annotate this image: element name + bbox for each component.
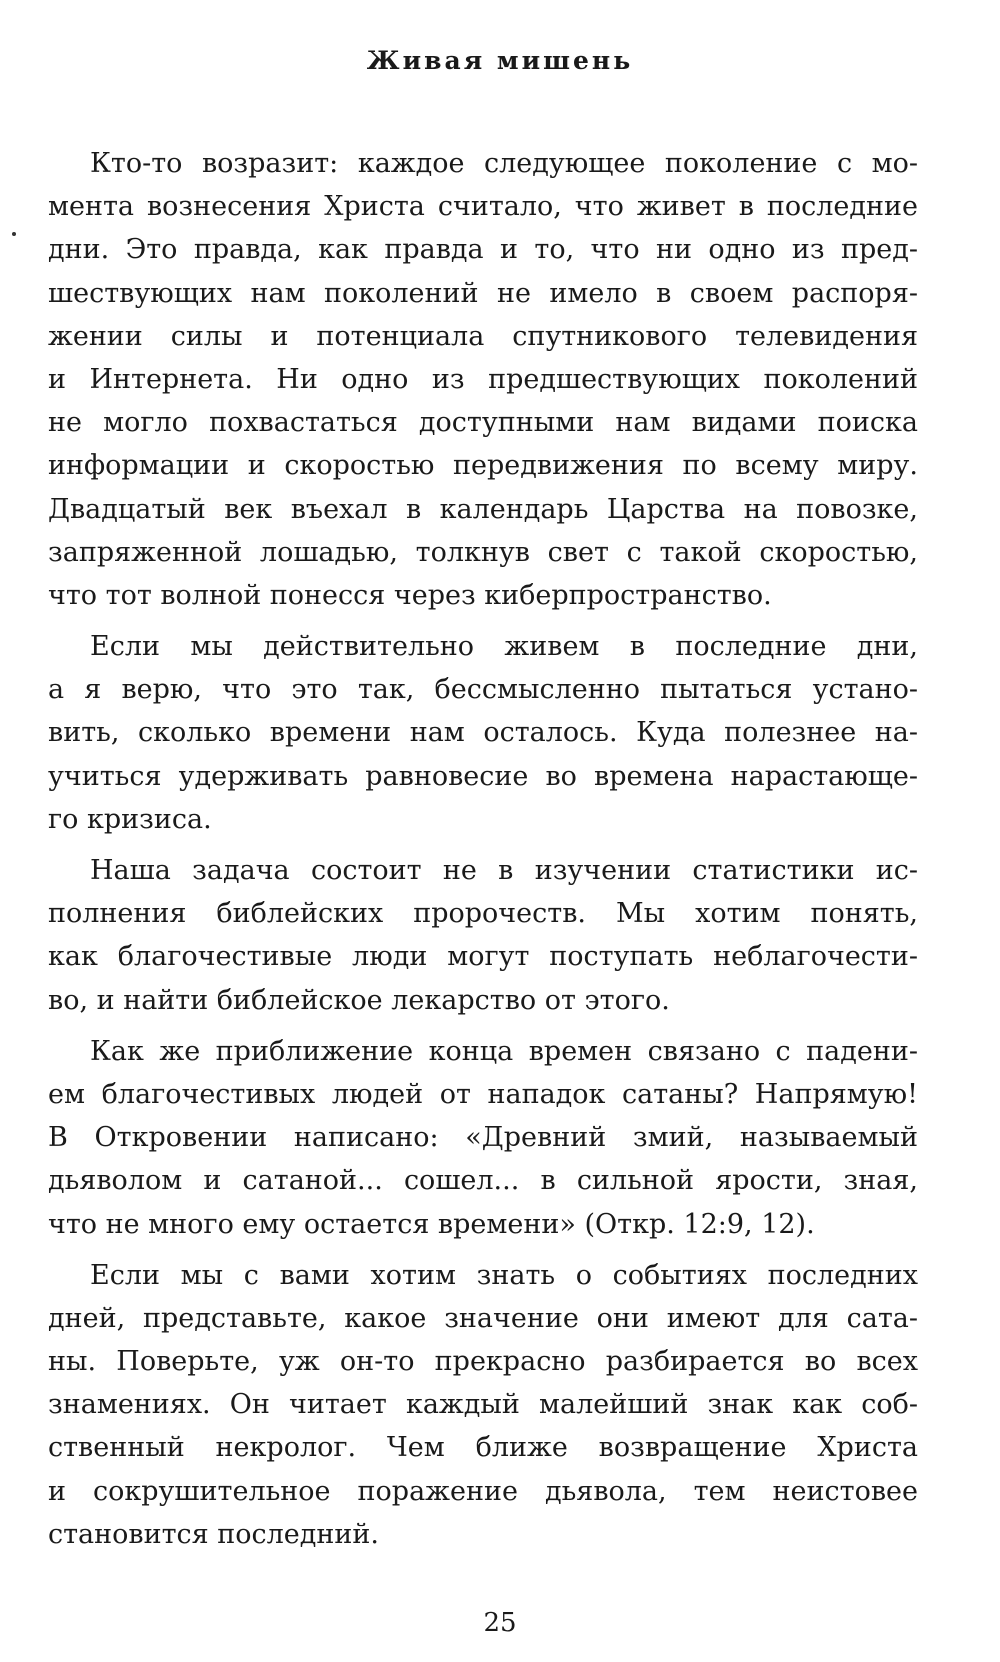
text-line: что не много ему остается времени» (Откр. 12:9, 12). [48, 1208, 815, 1240]
text-line: В Откровении написано: «Древний змий, называемый [48, 1122, 918, 1154]
text-line: становится последний. [48, 1518, 379, 1550]
text-line: ственный некролог. Чем ближе возвращение Христа [48, 1432, 918, 1464]
text-line: ны. Поверьте, уж он-то прекрасно разбирается во всех [48, 1346, 918, 1378]
text-line: Как же приближение конца времен связано с падени- [90, 1035, 918, 1067]
running-head: Живая мишень [366, 46, 634, 75]
text-line: информации и скоростью передвижения по всему миру. [48, 450, 918, 482]
text-line: го кризиса. [48, 803, 212, 835]
text-line: полнения библейских пророчеств. Мы хотим понять, [48, 898, 918, 930]
text-line: дьяволом и сатаной... сошел... в сильной ярости, зная, [48, 1165, 918, 1197]
text-line: знамениях. Он читает каждый малейший знак как соб- [48, 1389, 918, 1421]
text-line: а я верю, что это так, бессмысленно пытаться устано- [48, 674, 918, 706]
paragraph-2 [48, 625, 918, 841]
text-line: дней, представьте, какое значение они имеют для сата- [48, 1302, 918, 1334]
paragraph-3 [48, 849, 918, 1022]
page-number: 25 [483, 1608, 517, 1638]
text-line: Двадцатый век въехал в календарь Царства на повозке, [48, 493, 918, 525]
text-line: не могло похвастаться доступными нам видами поиска [48, 407, 918, 439]
text-line: Если мы с вами хотим знать о событиях последних [90, 1259, 918, 1291]
text-line: шествующих нам поколений не имело в своем распоря- [48, 277, 918, 309]
scan-speck [12, 232, 16, 236]
text-line: и сокрушительное поражение дьявола, тем неистовее [48, 1475, 918, 1507]
text-line: во, и найти библейское лекарство от этого. [48, 984, 670, 1016]
text-line: Кто-то возразит: каждое следующее поколение с мо- [90, 148, 918, 179]
text-line: как благочестивые люди могут поступать неблагочести- [48, 941, 918, 973]
paragraph-1 [48, 142, 918, 617]
text-line: Наша задача состоит не в изучении статистики ис- [90, 855, 918, 886]
paragraph-5 [48, 1254, 918, 1556]
text-line: учиться удерживать равновесие во времена нарастающе- [48, 760, 918, 792]
text-line: Если мы действительно живем в последние дни, [90, 631, 918, 663]
text-line: вить, сколько времени нам осталось. Куда полезнее на- [48, 717, 918, 749]
text-line: и Интернета. Ни одно из предшествующих поколений [48, 363, 918, 395]
paragraph-4 [48, 1030, 918, 1246]
text-line: мента вознесения Христа считало, что живет в последние [48, 191, 918, 223]
text-line: что тот волной понесся через киберпространство. [48, 579, 772, 611]
body-text [48, 142, 918, 1564]
text-line: ем благочестивых людей от нападок сатаны? Напрямую! [48, 1078, 918, 1110]
text-line: запряженной лошадью, толкнув свет с такой скоростью, [48, 536, 918, 568]
text-line: дни. Это правда, как правда и то, что ни одно из пред- [48, 234, 918, 266]
text-line: жении силы и потенциала спутникового телевидения [48, 320, 918, 352]
